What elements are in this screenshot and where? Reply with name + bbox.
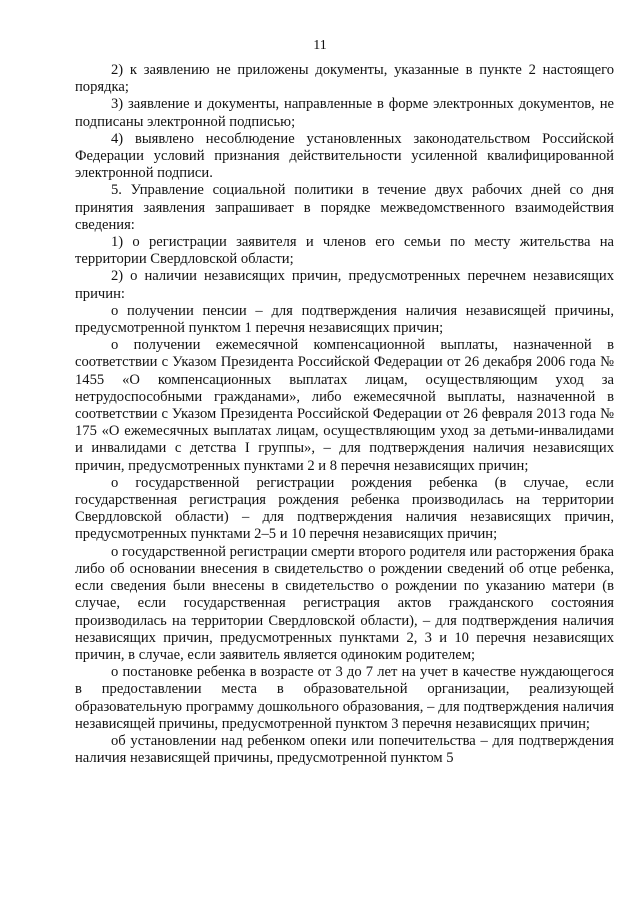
paragraph-death-divorce-registration: о государственной регистрации смерти второго родителя или расторжения брака либо об основании внесения в свидетельство о рождении сведений об отце ребенка, если сведения были внесены в свидетельство о рождении по указанию матери (в случае, если государственная регистрация актов гражданского состояния производилась на территории Свердловской области), – для подтверждения наличия независящих причин, предусмотренных пунктами 2, 3 и 10 перечня независящих причин, в случае, если заявитель является одиноким родителем; — [75, 543, 614, 663]
paragraph-reason-3: 3) заявление и документы, направленные в форме электронных документов, не подписаны электронной подписью; — [75, 96, 614, 130]
paragraph-item-5: 5. Управление социальной политики в течение двух рабочих дней со дня принятия заявления запрашивает в порядке межведомственного взаимодействия сведения: — [75, 182, 614, 233]
paragraph-subitem-1: 1) о регистрации заявителя и членов его семьи по месту жительства на территории Свердловской области; — [75, 234, 614, 268]
paragraph-preschool-queue: о постановке ребенка в возрасте от 3 до 7 лет на учет в качестве нуждающегося в предоставлении места в образовательной организации, реализующей образовательную программу дошкольного образования, – для подтверждения наличия независящей причины, предусмотренной пунктом 3 перечня независящих причин; — [75, 664, 614, 732]
paragraph-reason-4: 4) выявлено несоблюдение установленных законодательством Российской Федерации условий признания действительности усиленной квалифицированной электронной подписи. — [75, 130, 614, 182]
paragraph-reason-2: 2) к заявлению не приложены документы, указанные в пункте 2 настоящего порядка; — [75, 62, 614, 96]
paragraph-subitem-2: 2) о наличии независящих причин, предусмотренных перечнем независящих причин: — [75, 268, 614, 302]
document-body — [75, 62, 614, 767]
paragraph-pension: о получении пенсии – для подтверждения наличия независящей причины, предусмотренной пунктом 1 перечня независящих причин; — [75, 302, 614, 337]
paragraph-compensation-payment: о получении ежемесячной компенсационной выплаты, назначенной в соответствии с Указом Президента Российской Федерации от 26 декабря 2006 года № 1455 «О компенсационных выплатах лицам, осуществляющим уход за нетрудоспособными гражданами», либо ежемесячной выплаты, назначенной в соответствии с Указом Президента Российской Федерации от 26 февраля 2013 года № 175 «О ежемесячных выплатах лицам, осуществляющим уход за детьми-инвалидами и инвалидами с детства I группы», – для подтверждения наличия независящих причин, предусмотренных пунктами 2 и 8 перечня независящих причин; — [75, 337, 614, 474]
page-number: 11 — [313, 38, 327, 53]
paragraph-guardianship: об установлении над ребенком опеки или попечительства – для подтверждения наличия независящей причины, предусмотренной пунктом 5 — [75, 732, 614, 767]
paragraph-birth-registration: о государственной регистрации рождения ребенка (в случае, если государственная регистрация рождения ребенка производилась на территории Свердловской области) – для подтверждения наличия независящих причин, предусмотренных пунктами 2–5 и 10 перечня независящих причин; — [75, 474, 614, 543]
